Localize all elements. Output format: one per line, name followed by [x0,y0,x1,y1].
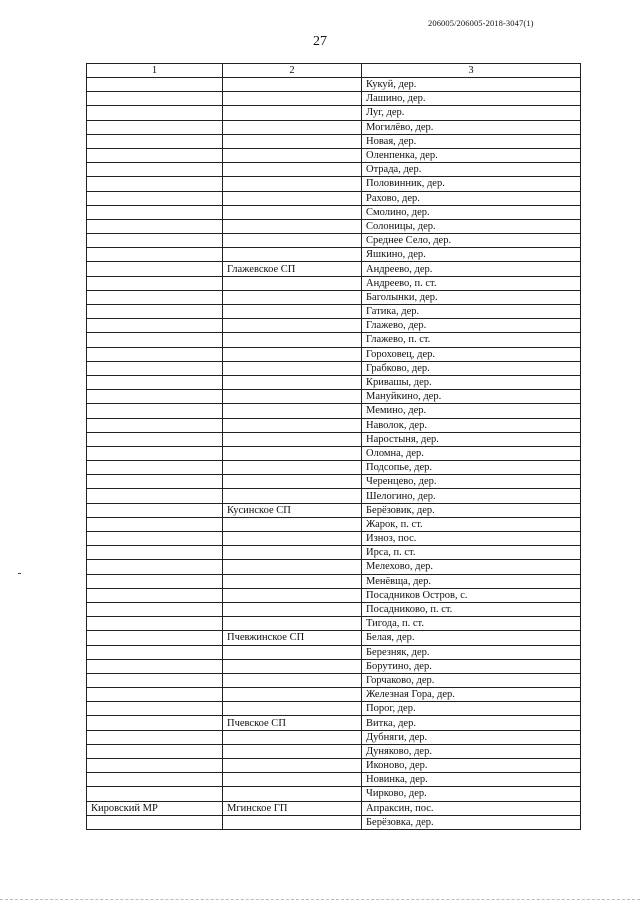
locality-cell: Новинка, дер. [362,773,581,787]
settlement-cell [223,347,362,361]
locality-cell: Изноз, пос. [362,532,581,546]
locality-cell: Лашино, дер. [362,92,581,106]
locality-cell: Оленпенка, дер. [362,148,581,162]
district-cell [87,432,223,446]
settlements-table [86,63,581,830]
settlement-cell [223,446,362,460]
district-cell [87,815,223,829]
locality-cell: Кукуй, дер. [362,78,581,92]
settlement-cell [223,148,362,162]
district-cell [87,546,223,560]
district-cell [87,361,223,375]
locality-cell: Грабково, дер. [362,361,581,375]
settlement-cell [223,702,362,716]
locality-cell: Баголынки, дер. [362,290,581,304]
table-row [87,446,581,460]
settlement-cell [223,106,362,120]
settlement-cell [223,276,362,290]
table-row [87,134,581,148]
district-cell [87,446,223,460]
table-row [87,120,581,134]
district-cell [87,177,223,191]
settlement-cell: Пчевжинское СП [223,631,362,645]
district-cell [87,148,223,162]
settlement-cell [223,205,362,219]
district-cell [87,92,223,106]
settlement-cell [223,773,362,787]
margin-mark [18,573,21,574]
table-row [87,716,581,730]
locality-cell: Могилёво, дер. [362,120,581,134]
table-header-row [87,64,581,78]
table-row [87,560,581,574]
locality-cell: Порог, дер. [362,702,581,716]
district-cell [87,503,223,517]
table-row [87,191,581,205]
settlement-cell [223,163,362,177]
table-row [87,390,581,404]
district-cell [87,787,223,801]
settlement-cell [223,234,362,248]
district-cell [87,659,223,673]
table-row [87,418,581,432]
locality-cell: Луг, дер. [362,106,581,120]
district-cell [87,333,223,347]
settlement-cell [223,390,362,404]
locality-cell: Половинник, дер. [362,177,581,191]
settlement-cell [223,290,362,304]
locality-cell: Наволок, дер. [362,418,581,432]
locality-cell: Горчаково, дер. [362,673,581,687]
district-cell [87,517,223,531]
table-row [87,234,581,248]
district-cell [87,262,223,276]
district-cell [87,106,223,120]
table-row [87,163,581,177]
settlement-cell [223,120,362,134]
table-row [87,276,581,290]
locality-cell: Ирса, п. ст. [362,546,581,560]
settlement-cell [223,574,362,588]
table-row [87,319,581,333]
locality-cell: Менёвща, дер. [362,574,581,588]
district-cell [87,404,223,418]
locality-cell: Борутино, дер. [362,659,581,673]
table-row [87,532,581,546]
settlement-cell [223,517,362,531]
locality-cell: Дуняково, дер. [362,744,581,758]
settlement-cell [223,78,362,92]
scan-edge-line [0,899,640,900]
locality-cell: Иконово, дер. [362,759,581,773]
table-row [87,659,581,673]
table-row [87,673,581,687]
locality-cell: Черенцево, дер. [362,475,581,489]
settlement-cell [223,219,362,233]
district-cell [87,574,223,588]
settlement-cell [223,375,362,389]
table-row [87,205,581,219]
locality-cell: Оломна, дер. [362,446,581,460]
settlement-cell [223,305,362,319]
district-cell [87,375,223,389]
settlement-cell [223,418,362,432]
district-cell [87,290,223,304]
table-row [87,815,581,829]
locality-cell: Посадников Остров, с. [362,588,581,602]
district-cell [87,602,223,616]
locality-cell: Среднее Село, дер. [362,234,581,248]
settlement-cell [223,744,362,758]
locality-cell: Мануйкино, дер. [362,390,581,404]
district-cell [87,475,223,489]
settlements-table-body [87,64,581,830]
district-cell [87,461,223,475]
locality-cell: Гороховец, дер. [362,347,581,361]
settlement-cell: Кусинское СП [223,503,362,517]
district-cell [87,716,223,730]
locality-cell: Апраксин, пос. [362,801,581,815]
table-row [87,773,581,787]
locality-cell: Берёзовка, дер. [362,815,581,829]
table-row [87,347,581,361]
settlement-cell [223,787,362,801]
settlement-cell [223,92,362,106]
locality-cell: Глажево, п. ст. [362,333,581,347]
district-cell [87,205,223,219]
district-cell [87,759,223,773]
settlement-cell [223,532,362,546]
locality-cell: Кривашы, дер. [362,375,581,389]
settlement-cell [223,546,362,560]
table-row [87,432,581,446]
district-cell [87,219,223,233]
column-header-3: 3 [362,64,581,78]
locality-cell: Мелехово, дер. [362,560,581,574]
locality-cell: Берёзовик, дер. [362,503,581,517]
district-cell [87,730,223,744]
locality-cell: Наростыня, дер. [362,432,581,446]
table-row [87,759,581,773]
table-row [87,106,581,120]
district-cell [87,234,223,248]
district-cell [87,532,223,546]
district-cell [87,248,223,262]
settlement-cell [223,333,362,347]
locality-cell: Рахово, дер. [362,191,581,205]
settlement-cell [223,659,362,673]
locality-cell: Мемино, дер. [362,404,581,418]
settlement-cell [223,191,362,205]
table-row [87,461,581,475]
locality-cell: Новая, дер. [362,134,581,148]
settlement-cell: Пчевское СП [223,716,362,730]
table-row [87,489,581,503]
table-row [87,744,581,758]
locality-cell: Жарок, п. ст. [362,517,581,531]
table-row [87,617,581,631]
table-row [87,177,581,191]
district-cell [87,617,223,631]
table-row [87,219,581,233]
settlement-cell [223,489,362,503]
settlement-cell [223,134,362,148]
locality-cell: Посадниково, п. ст. [362,602,581,616]
settlement-cell [223,815,362,829]
table-row [87,262,581,276]
locality-cell: Андреево, дер. [362,262,581,276]
locality-cell: Отрада, дер. [362,163,581,177]
district-cell [87,773,223,787]
district-cell [87,744,223,758]
settlement-cell [223,730,362,744]
table-row [87,148,581,162]
settlement-cell [223,319,362,333]
table-row [87,305,581,319]
settlement-cell [223,475,362,489]
settlement-cell [223,759,362,773]
settlement-cell [223,404,362,418]
table-row [87,92,581,106]
locality-cell: Березняк, дер. [362,645,581,659]
settlement-cell [223,461,362,475]
settlement-cell [223,617,362,631]
locality-cell: Шелогино, дер. [362,489,581,503]
district-cell [87,702,223,716]
table-row [87,290,581,304]
district-cell [87,276,223,290]
settlement-cell: Глажевское СП [223,262,362,276]
table-row [87,546,581,560]
district-cell [87,191,223,205]
table-row [87,78,581,92]
settlement-cell [223,560,362,574]
district-cell [87,418,223,432]
district-cell: Кировский МР [87,801,223,815]
table-row [87,688,581,702]
settlement-cell [223,432,362,446]
settlement-cell [223,588,362,602]
district-cell [87,390,223,404]
district-cell [87,688,223,702]
district-cell [87,560,223,574]
locality-cell: Подсопье, дер. [362,461,581,475]
settlement-cell [223,248,362,262]
locality-cell: Гатика, дер. [362,305,581,319]
page-number: 27 [313,34,327,49]
table-row [87,602,581,616]
district-cell [87,645,223,659]
table-row [87,730,581,744]
district-cell [87,588,223,602]
locality-cell: Чирково, дер. [362,787,581,801]
table-row [87,503,581,517]
locality-cell: Дубняги, дер. [362,730,581,744]
district-cell [87,78,223,92]
table-row [87,517,581,531]
district-cell [87,163,223,177]
district-cell [87,673,223,687]
locality-cell: Глажево, дер. [362,319,581,333]
locality-cell: Белая, дер. [362,631,581,645]
table-row [87,333,581,347]
document-registration-number: 206005/206005-2018-3047(1) [428,18,534,28]
table-row [87,631,581,645]
table-row [87,475,581,489]
locality-cell: Железная Гора, дер. [362,688,581,702]
table-row [87,645,581,659]
table-row [87,702,581,716]
district-cell [87,120,223,134]
locality-cell: Смолино, дер. [362,205,581,219]
table-row [87,248,581,262]
table-row [87,787,581,801]
locality-cell: Тигода, п. ст. [362,617,581,631]
district-cell [87,631,223,645]
district-cell [87,347,223,361]
district-cell [87,319,223,333]
table-row [87,361,581,375]
table-row [87,801,581,815]
settlement-cell [223,361,362,375]
district-cell [87,134,223,148]
settlement-cell [223,602,362,616]
locality-cell: Солоницы, дер. [362,219,581,233]
district-cell [87,305,223,319]
locality-cell: Витка, дер. [362,716,581,730]
district-cell [87,489,223,503]
settlement-cell [223,645,362,659]
locality-cell: Яшкино, дер. [362,248,581,262]
table-row [87,574,581,588]
table-row [87,375,581,389]
table-row [87,404,581,418]
column-header-1: 1 [87,64,223,78]
settlement-cell: Мгинское ГП [223,801,362,815]
column-header-2: 2 [223,64,362,78]
settlement-cell [223,673,362,687]
settlement-cell [223,688,362,702]
table-row [87,588,581,602]
locality-cell: Андреево, п. ст. [362,276,581,290]
settlement-cell [223,177,362,191]
